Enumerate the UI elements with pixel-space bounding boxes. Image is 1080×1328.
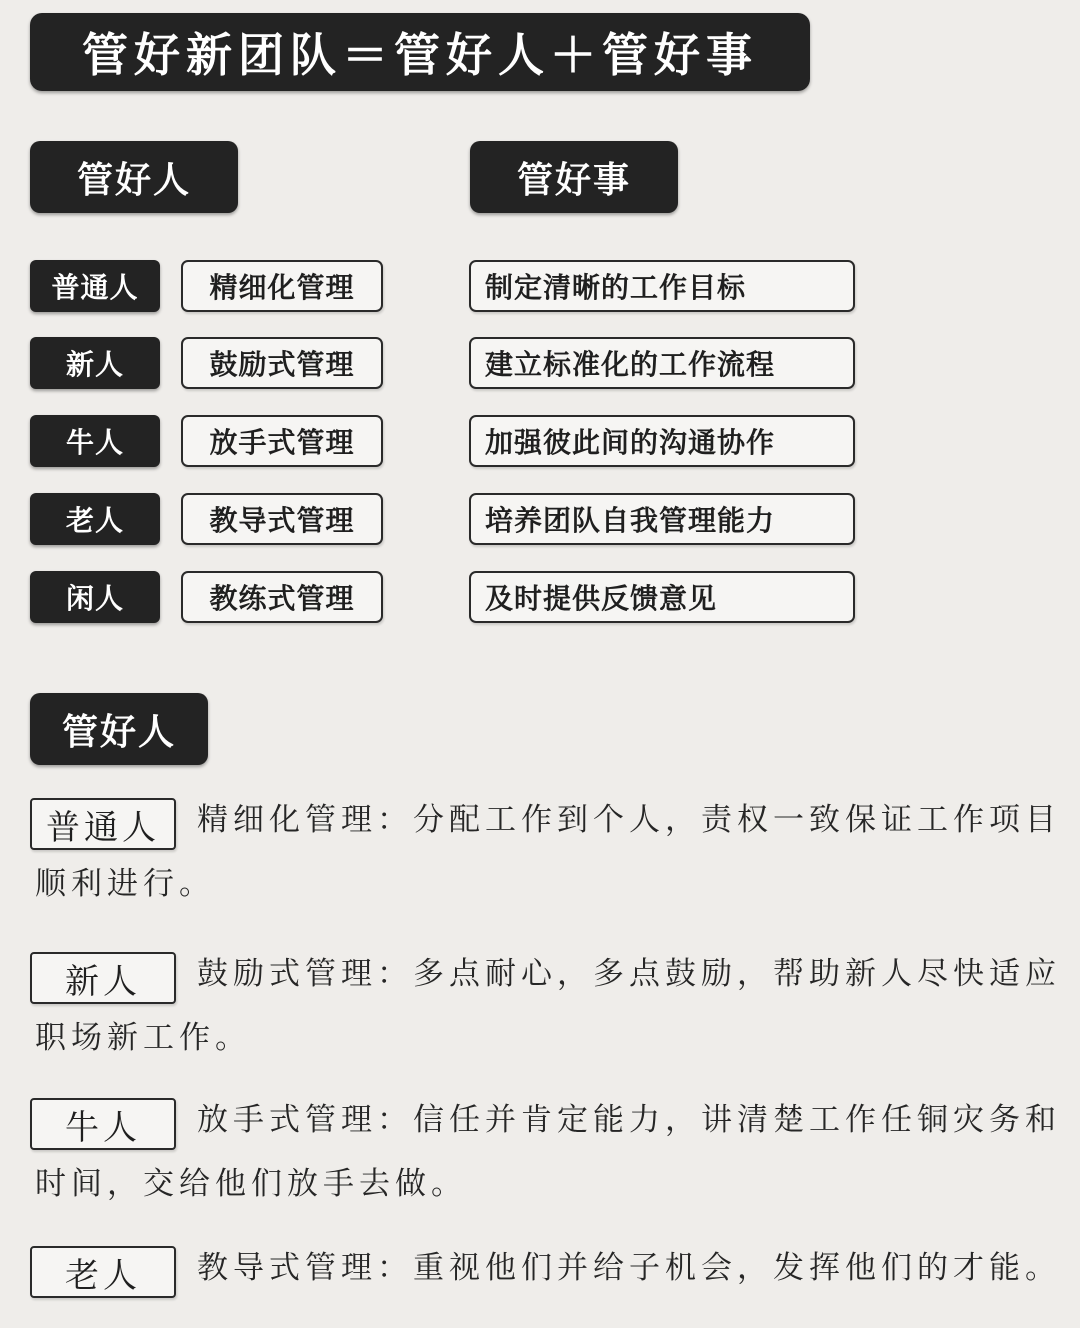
management-style-tag: 精细化管理 [181,260,383,312]
task-item: 及时提供反馈意见 [469,571,855,623]
person-type-tag: 老人 [30,493,160,545]
detail-person-tag: 普通人 [30,798,176,850]
task-item: 培养团队自我管理能力 [469,493,855,545]
management-style-tag: 教导式管理 [181,493,383,545]
detail-description: 鼓励式管理：多点耐心，多点鼓励，帮助新人尽快适应职场新工作。 [35,956,1061,1056]
management-style-tag: 放手式管理 [181,415,383,467]
detail-person-tag: 牛人 [30,1098,176,1150]
detail-person-tag: 新人 [30,952,176,1004]
person-type-tag: 新人 [30,337,160,389]
detail-description: 放手式管理：信任并肯定能力，讲清楚工作任铜灾务和时间，交给他们放手去做。 [35,1102,1061,1202]
management-style-tag: 教练式管理 [181,571,383,623]
person-type-tag: 牛人 [30,415,160,467]
management-style-tag: 鼓励式管理 [181,337,383,389]
section-header-tasks: 管好事 [470,141,678,213]
section-header-people-detail: 管好人 [30,693,208,765]
person-type-tag: 闲人 [30,571,160,623]
page-title: 管好新团队＝管好人＋管好事 [30,13,810,91]
detail-description: 教导式管理：重视他们并给子机会，发挥他们的才能。 [197,1250,1061,1286]
task-item: 加强彼此间的沟通协作 [469,415,855,467]
task-item: 制定清晰的工作目标 [469,260,855,312]
detail-person-tag: 老人 [30,1246,176,1298]
person-type-tag: 普通人 [30,260,160,312]
detail-description: 精细化管理：分配工作到个人，责权一致保证工作项目顺利进行。 [35,802,1061,902]
section-header-people: 管好人 [30,141,238,213]
task-item: 建立标准化的工作流程 [469,337,855,389]
